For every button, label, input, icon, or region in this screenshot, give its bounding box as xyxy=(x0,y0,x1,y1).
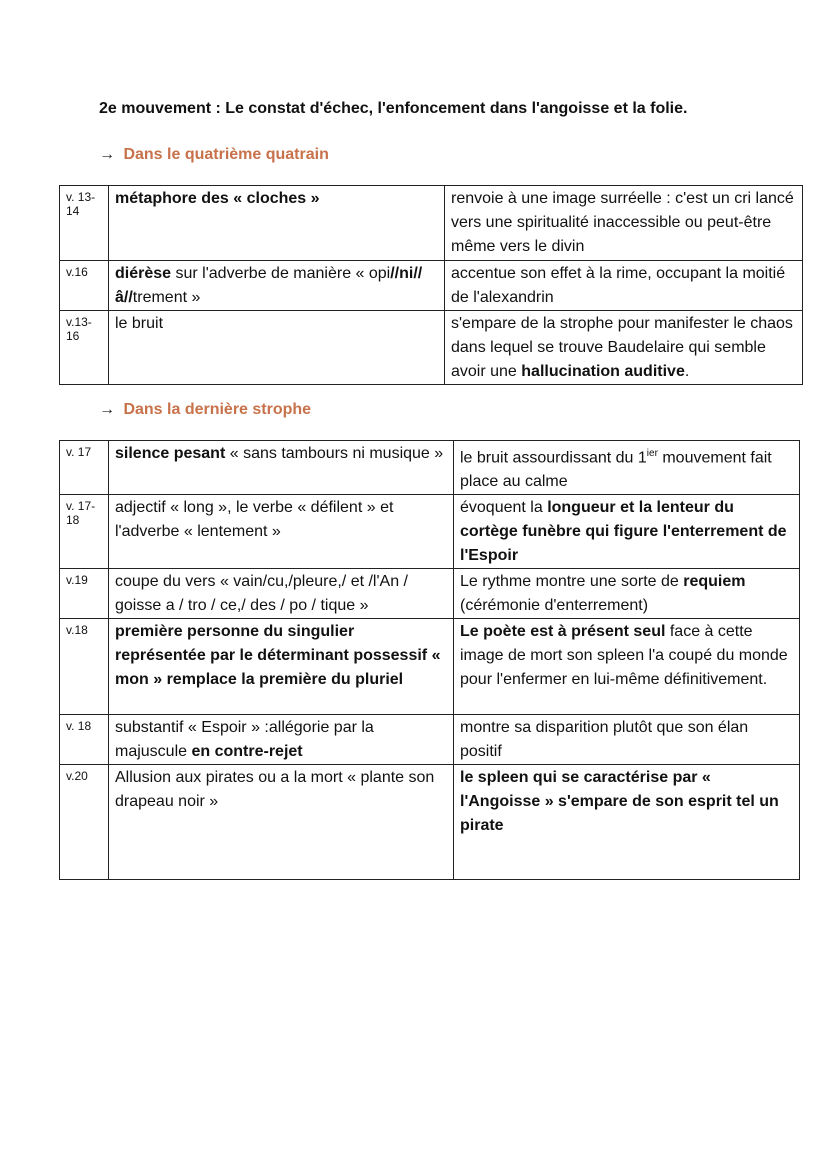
figure-cell xyxy=(109,569,454,619)
cell-text: première personne du singulier représentée par le déterminant possessif « mon » remplace la première du pluriel xyxy=(115,623,441,689)
cell-text: accentue son effet à la rime, occupant la moitié de l'alexandrin xyxy=(451,265,786,306)
cell-text: sur l'adverbe de manière « opi xyxy=(171,265,391,282)
subsection-title-1: Dans le quatrième quatrain xyxy=(123,146,329,163)
figure-cell xyxy=(109,441,454,495)
cell-text: requiem xyxy=(683,573,746,591)
cell-text: longueur et la lenteur du cortège funèbre qui figure l'enterrement de l'Espoir xyxy=(460,499,787,565)
table-row xyxy=(60,311,803,385)
verse-cell: v.18 xyxy=(60,619,109,715)
cell-text: coupe du vers « vain/cu,/pleure,/ et /l'An / goisse a / tro / ce,/ des / po / tique » xyxy=(115,573,408,615)
cell-text: le bruit assourdissant du 1 xyxy=(460,449,647,467)
cell-text: silence pesant xyxy=(115,445,226,462)
analysis-table-1 xyxy=(59,185,803,385)
table-row xyxy=(60,569,800,619)
verse-cell: v.16 xyxy=(60,261,109,311)
cell-text: adjectif « long », le verbe « défilent » et l'adverbe « lentement » xyxy=(115,499,394,541)
cell-text: métaphore des « cloches » xyxy=(115,190,320,207)
cell-text: Le poète est à présent seul xyxy=(460,623,666,641)
cell-text: Le rythme montre une sorte de xyxy=(460,573,684,591)
table-row xyxy=(60,495,800,569)
table-row xyxy=(60,186,803,261)
cell-text: le spleen qui se caractérise par « l'Angoisse » s'empare de son esprit tel un pirate xyxy=(460,769,779,835)
section-heading: 2e mouvement : Le constat d'échec, l'enfoncement dans l'angoisse et la folie. xyxy=(99,100,688,117)
cell-text: Allusion aux pirates ou a la mort « plante son drapeau noir » xyxy=(115,769,435,811)
figure-cell xyxy=(109,186,445,261)
table-row xyxy=(60,765,800,880)
cell-text: montre sa disparition plutôt que son élan positif xyxy=(460,719,749,761)
verse-cell: v.13-16 xyxy=(60,311,109,385)
verse-cell: v. 17 xyxy=(60,441,109,495)
interpretation-cell xyxy=(454,619,800,715)
table-row xyxy=(60,715,800,765)
figure-cell xyxy=(109,311,445,385)
cell-text: mouvement fait place au calme xyxy=(460,449,772,491)
verse-cell: v.19 xyxy=(60,569,109,619)
cell-text: . xyxy=(684,363,690,380)
arrow-icon: → xyxy=(99,146,115,163)
subsection-heading-1 xyxy=(99,146,329,164)
interpretation-cell xyxy=(454,765,800,880)
verse-cell: v. 17-18 xyxy=(60,495,109,569)
verse-cell: v.20 xyxy=(60,765,109,880)
table-row xyxy=(60,261,803,311)
cell-text: substantif « Espoir » :allégorie par la majuscule xyxy=(115,719,374,761)
interpretation-cell xyxy=(445,311,803,385)
subsection-title-2: Dans la dernière strophe xyxy=(123,401,312,418)
cell-text: trement » xyxy=(132,289,201,306)
arrow-icon: → xyxy=(99,401,115,418)
figure-cell xyxy=(109,261,445,311)
verse-cell: v. 18 xyxy=(60,715,109,765)
interpretation-cell xyxy=(454,495,800,569)
figure-cell xyxy=(109,495,454,569)
cell-text: « sans tambours ni musique » xyxy=(225,445,444,462)
cell-text: évoquent la xyxy=(460,499,548,517)
subsection-heading-2 xyxy=(99,401,311,419)
cell-text: renvoie à une image surréelle : c'est un cri lancé vers une spiritualité inaccessible ou peut-être même vers le divin xyxy=(451,190,794,255)
figure-cell xyxy=(109,765,454,880)
figure-cell xyxy=(109,715,454,765)
cell-text: //ni//â// xyxy=(115,265,423,306)
cell-text: face à cette image de mort son spleen l'a coupé du monde pour l'enfermer en lui-même définitivement. xyxy=(460,623,788,689)
cell-text: s'empare de la strophe pour manifester le chaos dans lequel se trouve Baudelaire qui semble avoir une xyxy=(451,315,793,380)
analysis-table-2 xyxy=(59,440,800,880)
verse-cell: v. 13-14 xyxy=(60,186,109,261)
cell-text: (cérémonie d'enterrement) xyxy=(460,597,649,615)
cell-text: en contre-rejet xyxy=(191,743,303,761)
interpretation-cell xyxy=(454,569,800,619)
cell-text: hallucination auditive xyxy=(521,363,685,380)
interpretation-cell xyxy=(445,261,803,311)
figure-cell xyxy=(109,619,454,715)
table-row xyxy=(60,441,800,495)
interpretation-cell xyxy=(454,441,800,495)
cell-text: le bruit xyxy=(115,315,164,332)
cell-text: diérèse xyxy=(115,265,172,282)
interpretation-cell xyxy=(445,186,803,261)
table-row xyxy=(60,619,800,715)
interpretation-cell xyxy=(454,715,800,765)
cell-text: ier xyxy=(646,448,658,459)
